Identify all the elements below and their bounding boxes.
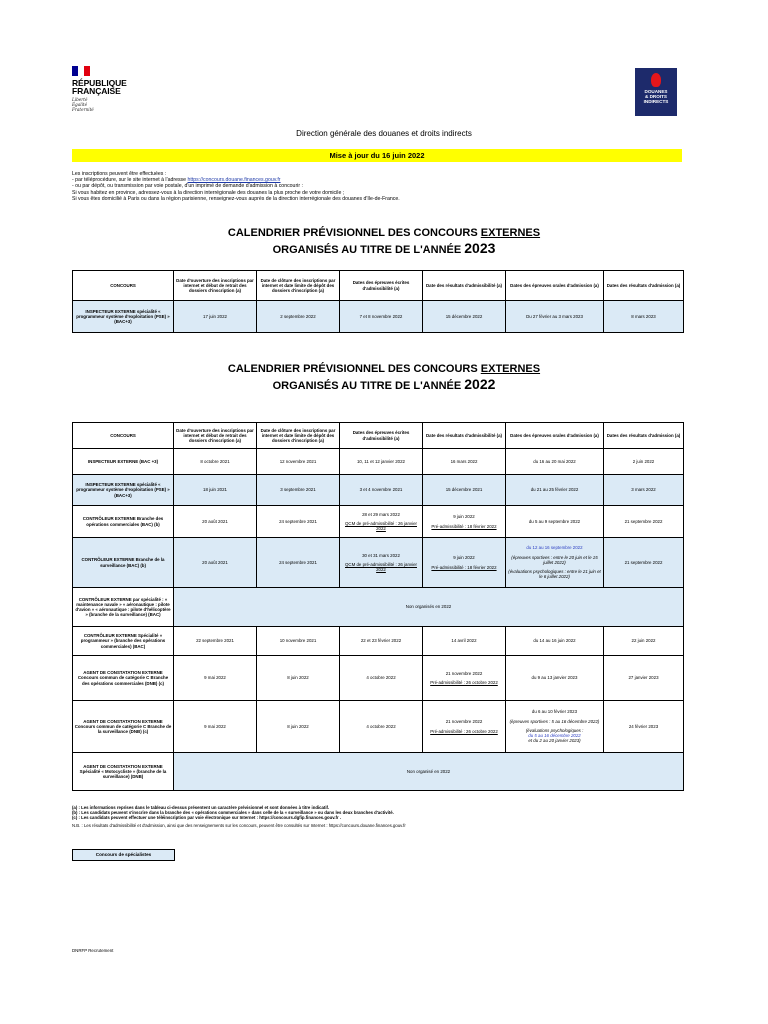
section-2022-year: 2022	[464, 376, 496, 392]
douanes-logo-line2: & DROITS	[645, 94, 667, 99]
header-oral: Dates des épreuves orales d'admission (a)	[506, 271, 604, 301]
cell-closing: 8 juin 2022	[257, 701, 340, 753]
notes-line-2-prefix: - par téléprocédure, sur le site internet à l'adresse	[72, 177, 187, 184]
cell-opening: 9 mai 2022	[174, 656, 257, 701]
cell-admission: 8 mars 2023	[604, 301, 684, 333]
cell-oral-psy-dates1: du 5 au 16 décembre 2022	[528, 733, 581, 739]
registration-notes	[72, 171, 692, 202]
cell-admission: 21 septembre 2022	[604, 506, 684, 538]
douanes-logo-line1: DOUANES	[644, 89, 668, 94]
row-label: CONTRÔLEUR EXTERNE Branche de la surveillance (BAC) (b)	[73, 538, 174, 588]
header-written: Dates des épreuves écrites d'admissibilité (a)	[340, 271, 423, 301]
row-label: AGENT DE CONSTATATION EXTERNE Concours commun de catégorie C Branche des opérations commerciales (DNB) (c)	[73, 656, 174, 701]
table-row	[73, 506, 684, 538]
cell-oral-psy-dates2: et du 2 au 20 janvier 2023)	[528, 738, 581, 744]
cell-not-organised: Non organisés en 2022	[174, 588, 684, 627]
header-admissibility: Date des résultats d'admissibilité (a)	[423, 271, 506, 301]
section-2022-title-line2-text: ORGANISÉS AU TITRE DE L'ANNÉE	[272, 380, 462, 392]
cell-admissibility: 16 mars 2022	[423, 449, 506, 475]
cell-results-sub: Pré-admissibilité : 26 octobre 2022	[430, 728, 498, 734]
cell-opening: 9 mai 2022	[174, 701, 257, 753]
section-2023-title-line2-text: ORGANISÉS AU TITRE DE L'ANNÉE	[272, 244, 462, 256]
cell-oral	[506, 701, 604, 753]
cell-oral: du 9 au 13 janvier 2023	[506, 656, 604, 701]
table-row	[73, 701, 684, 753]
cell-admission: 27 janvier 2023	[604, 656, 684, 701]
header-admission: Dates des résultats d'admission (a)	[604, 423, 684, 449]
header-oral: Dates des épreuves orales d'admission (a)	[506, 423, 604, 449]
cell-admission: 2 juin 2022	[604, 449, 684, 475]
section-2023-year: 2023	[464, 240, 496, 256]
table-2023-header	[73, 271, 684, 301]
header-concours: CONCOURS	[73, 271, 174, 301]
cell-closing: 24 septembre 2021	[257, 538, 340, 588]
cell-admissibility	[423, 506, 506, 538]
section-2022-title-externes: EXTERNES	[480, 363, 541, 375]
cell-oral: du 14 au 16 juin 2022	[506, 627, 604, 656]
cell-results-sub: Pré-admissibilité : 18 février 2022	[431, 523, 497, 529]
table-row	[73, 475, 684, 506]
cell-oral-main: du 12 au 16 septembre 2022	[526, 545, 583, 551]
cell-written-main: 30 et 31 mars 2022	[362, 552, 400, 558]
french-flag-icon	[72, 66, 90, 76]
cell-admission: 21 septembre 2022	[604, 538, 684, 588]
footnote-nb: N.B. : Les résultats d'admissibilité et d'admission, ainsi que des renseignements sur les concours, peuvent être consultés sur Internet : https://concours.douane.finances.gouv.fr	[72, 823, 406, 828]
specialist-contests-link[interactable]: Concours de spécialistes	[72, 849, 175, 861]
cell-oral-main: du 6 au 10 février 2023	[531, 709, 578, 715]
table-row	[73, 753, 684, 791]
section-2023-title-pre: CALENDRIER PRÉVISIONNEL DES CONCOURS	[227, 227, 478, 239]
footnote-a: (a) : Les informations reprises dans le tableau ci-dessus présentent un caractère prévisionnel et sont données à titre indicatif.	[72, 805, 330, 810]
cell-closing: 12 novembre 2021	[257, 449, 340, 475]
rf-title	[72, 79, 132, 95]
cell-opening: 17 juin 2022	[174, 301, 257, 333]
direction-heading: Direction générale des douanes et droits indirects	[296, 129, 472, 138]
rf-title-line1: RÉPUBLIQUE	[72, 78, 127, 88]
table-row	[73, 588, 684, 627]
notes-line-4: Si vous habitez en province, adressez-vous à la direction interrégionale des douanes la plus proche de votre domicile ;	[72, 189, 345, 196]
cell-written: 22 et 23 février 2022	[340, 627, 423, 656]
section-2023-title-externes: EXTERNES	[480, 227, 541, 239]
rf-motto	[72, 97, 132, 112]
cell-closing: 24 septembre 2021	[257, 506, 340, 538]
douanes-logo-line3: INDIRECTS	[643, 99, 669, 104]
cell-admissibility: 15 décembre 2021	[423, 475, 506, 506]
section-2023-title-line1	[0, 226, 768, 241]
footnotes	[72, 805, 692, 829]
update-banner: Mise à jour du 16 juin 2022	[72, 149, 682, 162]
header-opening: Date d'ouverture des inscriptions par internet et début de retrait des dossiers d'inscription (a)	[174, 271, 257, 301]
table-2022	[72, 422, 684, 791]
cell-admissibility	[423, 656, 506, 701]
cell-results-main: 9 juin 2022	[453, 514, 475, 520]
table-2022-header	[73, 423, 684, 449]
row-label: AGENT DE CONSTATATION EXTERNE Concours commun de catégorie C Branche de la surveillance (DNB) (c)	[73, 701, 174, 753]
section-2022-title-pre: CALENDRIER PRÉVISIONNEL DES CONCOURS	[227, 363, 478, 375]
cell-written: 10, 11 et 12 janvier 2022	[340, 449, 423, 475]
notes-line-1: Les inscriptions peuvent être effectuées :	[72, 171, 167, 177]
header-concours: CONCOURS	[73, 423, 174, 449]
cell-not-organised: Non organisé en 2022	[174, 753, 684, 791]
rf-motto-2: Égalité	[72, 102, 88, 107]
cell-oral: Du 27 février au 3 mars 2023	[506, 301, 604, 333]
header-opening: Date d'ouverture des inscriptions par internet et début de retrait des dossiers d'inscription (a)	[174, 423, 257, 449]
cell-closing: 10 novembre 2021	[257, 627, 340, 656]
cell-closing: 2 septembre 2022	[257, 301, 340, 333]
cell-oral: du 21 au 25 février 2022	[506, 475, 604, 506]
cell-oral: du 5 au 9 septembre 2022	[506, 506, 604, 538]
cell-opening: 20 août 2021	[174, 538, 257, 588]
notes-line-5: Si vous êtes domicilié à Paris ou dans la région parisienne, renseignez-vous auprès de la direction interrégionale des douanes d'Ile-de-France.	[72, 195, 400, 202]
footer-text: DNRFP Recrutement	[72, 948, 114, 953]
cell-written	[340, 538, 423, 588]
row-label: CONTRÔLEUR EXTERNE Branche des opérations commerciales (BAC) (b)	[73, 506, 174, 538]
header-admissibility: Date des résultats d'admissibilité (a)	[423, 423, 506, 449]
footnote-c: (c) : Les candidats peuvent effectuer une téléinscription par voie électronique sur Internet : https://concours.dgfip.finances.gouv.fr .	[72, 815, 341, 820]
cell-oral	[506, 538, 604, 588]
cell-oral-sport: (épreuves sportives : 5 au 16 décembre 2022)	[509, 718, 600, 724]
section-2023-title-line2	[0, 241, 768, 258]
cell-results-sub: Pré-admissibilité : 18 février 2022	[431, 564, 497, 570]
rf-motto-1: Liberté	[72, 97, 88, 102]
republique-francaise-logo	[72, 66, 132, 122]
cell-admission: 3 mars 2022	[604, 475, 684, 506]
cell-written	[340, 506, 423, 538]
section-2022-title	[0, 362, 768, 394]
cell-opening: 8 octobre 2021	[174, 449, 257, 475]
cell-opening: 20 août 2021	[174, 506, 257, 538]
cell-closing: 8 juin 2022	[257, 656, 340, 701]
cell-closing: 3 septembre 2021	[257, 475, 340, 506]
table-row	[73, 449, 684, 475]
table-row	[73, 538, 684, 588]
row-label: INSPECTEUR EXTERNE (BAC +3)	[73, 449, 174, 475]
header-closing: Date de clôture des inscriptions par internet et date limite de dépôt des dossiers d'inscription (a)	[257, 271, 340, 301]
rf-title-line2: FRANÇAISE	[72, 86, 121, 96]
rf-motto-3: Fraternité	[72, 107, 94, 112]
section-2023-title	[0, 226, 768, 258]
cell-written: 4 octobre 2022	[340, 701, 423, 753]
cell-written-main: 28 et 29 mars 2022	[362, 511, 400, 517]
cell-admission: 22 juin 2022	[604, 627, 684, 656]
cell-written-sub: QCM de pré-admissibilité : 26 janvier 2022	[345, 520, 417, 532]
row-label: AGENT DE CONSTATATION EXTERNE Spécialité « Motocycliste » (branche de la surveillance) (DNB)	[73, 753, 174, 791]
header-admission: Dates des résultats d'admission (a)	[604, 271, 684, 301]
cell-admissibility	[423, 701, 506, 753]
row-label: CONTRÔLEUR EXTERNE Spécialité « programmeur » (branche des opérations commerciales) (BAC)	[73, 627, 174, 656]
table-row	[73, 301, 684, 333]
table-row	[73, 627, 684, 656]
flame-icon	[651, 73, 661, 87]
cell-oral: du 16 au 20 mai 2022	[506, 449, 604, 475]
cell-results-main: 21 novembre 2022	[445, 719, 483, 725]
cell-written: 4 octobre 2022	[340, 656, 423, 701]
row-label: INSPECTEUR EXTERNE spécialité « programmeur système d'exploitation (PSE) » (BAC+3)	[73, 475, 174, 506]
cell-admission: 24 février 2023	[604, 701, 684, 753]
cell-written: 7 et 8 novembre 2022	[340, 301, 423, 333]
cell-opening: 18 juin 2021	[174, 475, 257, 506]
cell-results-main: 9 juin 2022	[453, 555, 475, 561]
cell-written: 3 et 4 novembre 2021	[340, 475, 423, 506]
footnote-b: (b) : Les candidats peuvent s'inscrire dans la branche des « opérations commerciales » dans celle de la « surveillance » ou dans les deux branches d'activité.	[72, 810, 394, 815]
section-2022-title-line2	[0, 377, 768, 394]
cell-oral-sport: (épreuves sportives : entre le 20 juin et le 15 juillet 2022)	[511, 554, 598, 565]
cell-admissibility	[423, 538, 506, 588]
notes-line-3: - ou par dépôt, ou transmission par voie postale, d'un imprimé de demande d'admission à concourir :	[72, 183, 303, 190]
cell-opening: 22 septembre 2021	[174, 627, 257, 656]
cell-results-main: 21 novembre 2022	[445, 670, 483, 676]
header-closing: Date de clôture des inscriptions par internet et date limite de dépôt des dossiers d'inscription (a)	[257, 423, 340, 449]
cell-admissibility: 14 avril 2022	[423, 627, 506, 656]
cell-written-sub: QCM de pré-admissibilité : 26 janvier 2022	[345, 561, 417, 573]
row-label: INSPECTEUR EXTERNE spécialité « programmeur système d'exploitation (PSE) » (BAC+3)	[73, 301, 174, 333]
douanes-logo	[635, 68, 677, 116]
section-2022-title-line1	[0, 362, 768, 377]
cell-oral-psy: (évaluations psychologiques :	[525, 727, 584, 733]
header-written: Dates des épreuves écrites d'admissibilité (a)	[340, 423, 423, 449]
table-row	[73, 656, 684, 701]
row-label: CONTRÔLEUR EXTERNE par spécialité : « maintenance navale » « aéronautique : pilote d'avion » « aéronautique : pilote d'hélicoptère » (branche de la surveillance) (BAC)	[73, 588, 174, 627]
registration-link[interactable]: https://concours.douane.finances.gouv.fr	[187, 177, 281, 184]
cell-results-sub: Pré-admissibilité : 26 octobre 2022	[430, 680, 498, 685]
cell-oral-psy: (évaluations psychologiques : entre le 21 juin et le 6 juillet 2022)	[508, 569, 601, 580]
table-2023	[72, 270, 684, 333]
cell-admissibility: 15 décembre 2022	[423, 301, 506, 333]
